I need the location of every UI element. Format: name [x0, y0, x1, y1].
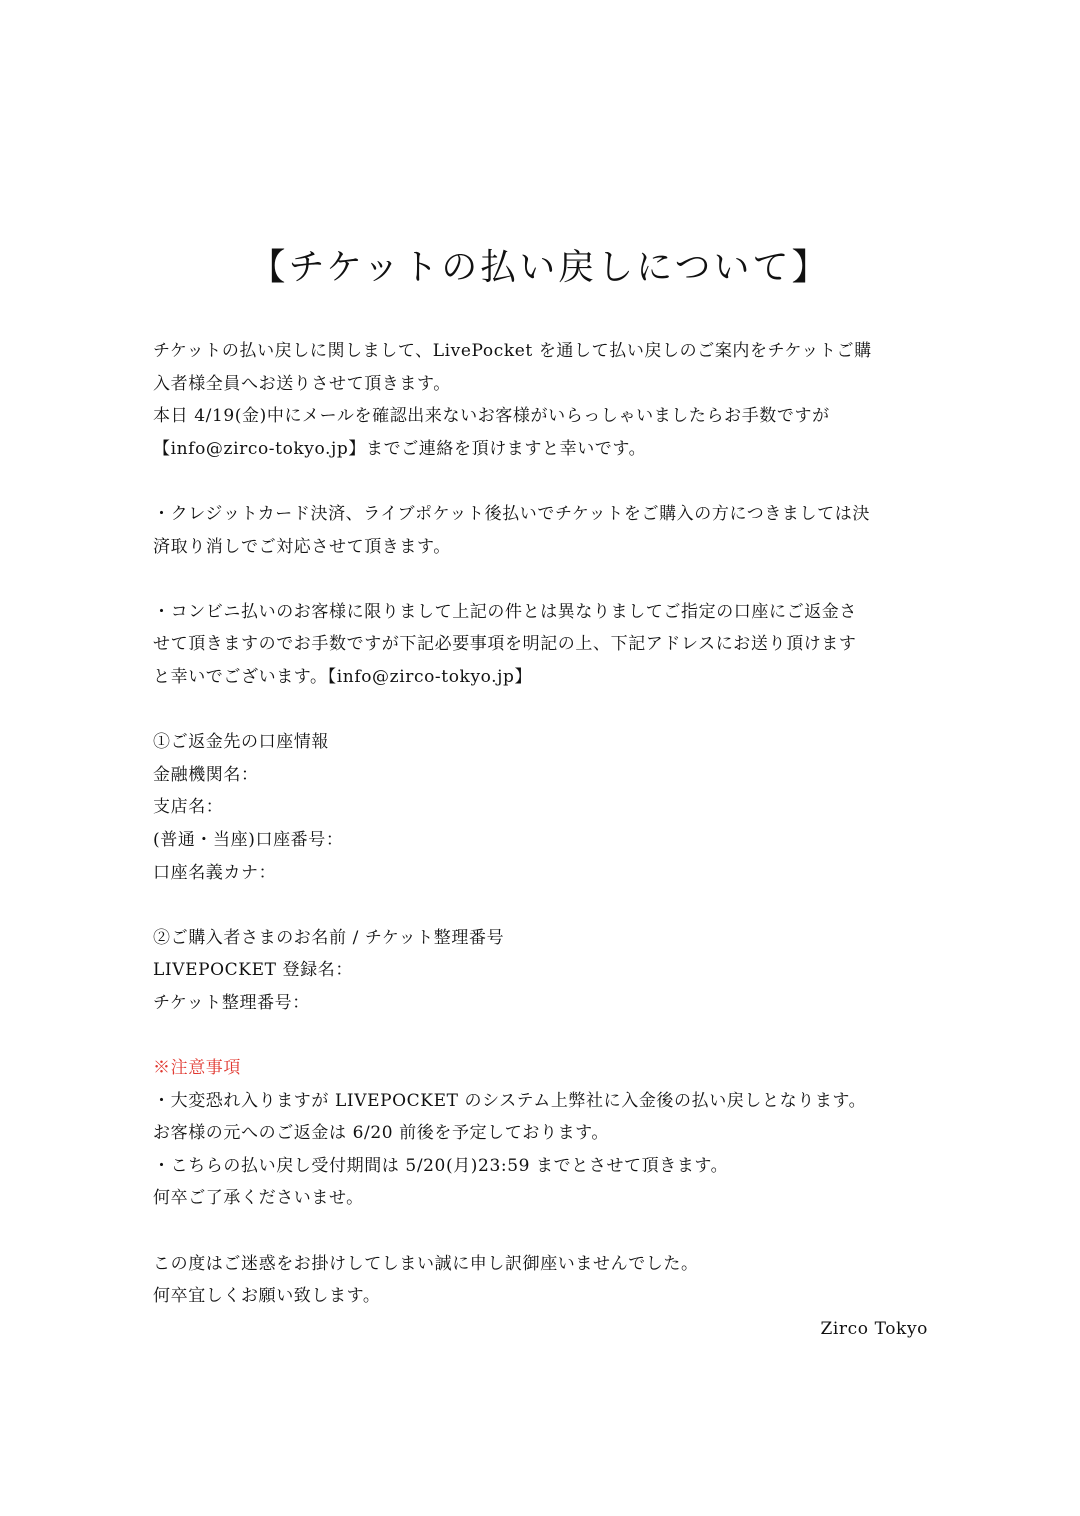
purchaser-field-label: チケット整理番号：	[153, 992, 310, 1013]
bank-field-label: 金融機関名：	[153, 764, 259, 785]
credit-card-paragraph	[153, 498, 928, 563]
purchaser-info-section	[153, 922, 928, 1020]
spacer	[153, 694, 928, 727]
intro-line: チケットの払い戻しに関しまして、LivePocket を通して払い戻しのご案内をチケットご購	[153, 341, 872, 361]
closing-line: 何卒宜しくお願い致します。	[153, 1286, 381, 1307]
spacer	[153, 1019, 928, 1052]
bank-field-label: 口座名義カナ：	[153, 862, 277, 883]
spacer	[153, 563, 928, 596]
convenience-paragraph	[153, 596, 928, 694]
document-body	[153, 335, 928, 1345]
intro-line: 【info@zirco-tokyo.jp】までご連絡を頂けますと幸いです。	[153, 438, 647, 459]
bank-field-label: 支店名：	[153, 797, 224, 818]
intro-paragraph	[153, 335, 928, 465]
notes-line: ・大変恐れ入りますが LIVEPOCKET のシステム上弊社に入金後の払い戻しとなります。	[153, 1090, 867, 1111]
spacer	[153, 889, 928, 922]
purchaser-info-heading: ②ご購入者さまのお名前 / チケット整理番号	[153, 927, 505, 948]
spacer	[153, 465, 928, 498]
convenience-line: と幸いでございます。【info@zirco-tokyo.jp】	[153, 666, 533, 687]
notes-line: お客様の元へのご返金は 6/20 前後を予定しております。	[153, 1123, 610, 1144]
bank-info-heading: ①ご返金先の口座情報	[153, 732, 329, 753]
closing-line: この度はご迷惑をお掛けしてしまい誠に申し訳御座いませんでした。	[153, 1253, 699, 1274]
intro-line: 入者様全員へお送りさせて頂きます。	[153, 373, 451, 394]
bank-info-section	[153, 726, 928, 889]
page-title: 【チケットの払い戻しについて】	[249, 247, 831, 288]
notes-line: ・こちらの払い戻し受付期間は 5/20(月)23:59 までとさせて頂きます。	[153, 1155, 729, 1176]
closing-paragraph	[153, 1248, 928, 1313]
signature: Zirco Tokyo	[820, 1318, 928, 1339]
notes-section	[153, 1052, 928, 1215]
credit-card-line: ・クレジットカード決済、ライブポケット後払いでチケットをご購入の方につきましては決	[153, 503, 870, 524]
bank-field-label: (普通・当座)口座番号：	[153, 829, 344, 850]
purchaser-field-label: LIVEPOCKET 登録名：	[153, 960, 353, 981]
convenience-line: せて頂きますのでお手数ですが下記必要事項を明記の上、下記アドレスにお送り頂けます	[153, 634, 857, 655]
convenience-line: ・コンビニ払いのお客様に限りまして上記の件とは異なりましてご指定の口座にご返金さ	[153, 601, 857, 622]
spacer	[153, 1215, 928, 1248]
notes-heading: ※注意事項	[153, 1058, 241, 1079]
notes-line: 何卒ご了承くださいませ。	[153, 1188, 364, 1209]
credit-card-line: 済取り消しでご対応させて頂きます。	[153, 536, 451, 557]
intro-line: 本日 4/19(金)中にメールを確認出来ないお客様がいらっしゃいましたらお手数ですが	[153, 406, 830, 427]
